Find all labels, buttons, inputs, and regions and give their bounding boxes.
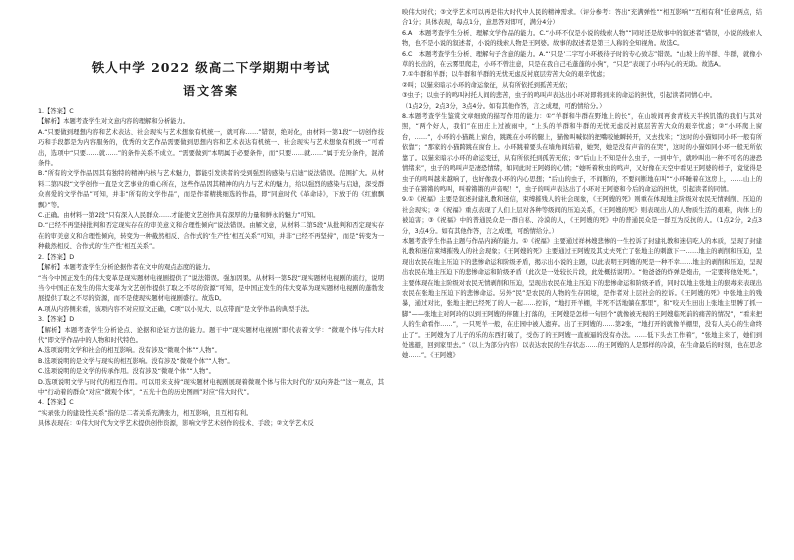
right-column-paragraph: 本题考查学生作品主题与作品内涵的能力。①《祝福》主要通过祥林嫂悲惨的一生控诉了封建礼教和迷信吃人的本质，呈现了封建礼教和迷信束缚摧残人的社会现象；《王阿嫂的死》主要通过王阿嫂及其丈夫死亡了张地主的刺激下一……地主的剥削和压迫，呈现出农民在地主压迫下的悲惨命运和阶级矛盾，揭示出小说的主题，以此表明王阿嫂的死是一种不幸……地主的剥削和压迫，呈现出农民在地主压迫下的悲惨命运和阶级矛盾（此次是一处较长片段，此处概括说明）。“他爸爸的炸弹是炮击，一定要将他处死。”，主要体现在地主阶级对农民无情剥削和压迫，呈现出农民在地主压迫下的悲惨命运和阶级矛盾，同时以地主张地主的狠毒来表现出农民在张地主压迫下的悲惨命运。另外“民”是农民的人物的生存困境，是作者对上层社会的控诉。《王阿嫂的死》中张地主的残暴，通过对比，张地主把已经死了的人一起……控诉，“地打开羊棚，半死不活地躺在那里”，和“咬天生田出上张地主里膊了抓一脚”——张地主对阿玲的以到王阿嫂的伴随上打落的，王阿嫂是怎样一句回个“就像被无视的王阿嫂临死前的痛苦的情况”，“看来把人的生命看作……”，一只死羊一般，在庄园中被人遗弃。出了王阿嫂的……第2张，“地打开的就像羊棚里，没有人关心的生命终止了”。王阿嫂为了儿子的乐的东西打破了，受伤了的王阿嫂一直被逼的没有办法。……低下头去工作着”，“张地主来了，她们到处逃避，回到家里去。”（以上为部分内容）以表达农民的生存状态……的王阿嫂的人是那样的冷漠，在生命最后的时刻，也在思念她……”。《王阿嫂》 xyxy=(402,237,762,360)
left-column xyxy=(38,8,384,430)
left-column-paragraph: 【解析】本题考查学生对文意内容的理解和分析能力。 xyxy=(38,118,190,126)
right-column-body xyxy=(402,8,762,362)
left-column-paragraph: 4.【答案】C xyxy=(38,399,74,407)
left-column-paragraph: C.正确。由材料一第2段“只有深入人民群众……才能使文艺创作具有深厚的力量和鲜永的魅力”可知。 xyxy=(38,212,320,220)
right-column-paragraph: 映伟大时代；③文学艺术可以再是伟大时代中人民的精神需求。（评分参考：答出“充满弹性”“相互影响”“互相有利”任意两点，结合1分；具体表现，每点1分，意思答对即可，满分4分） xyxy=(402,9,762,27)
right-column-paragraph: 9.①《祝福》主要是叙述封建礼教和迷信，束缚摧残人的社会现象，《王阿嫂的死》则重在体现地主阶级对农民无情剥削、压迫的社会现实；②《祝福》重点表现了人们上层对各种等级间的压迫关系，《王阿嫂的死》则表现出人的人物质生活的艰难，肉体上的被迫害；③《祝福》中的普通民众是一群自私、冷漠的人，《王阿嫂的死》中的普通民众是一群互为反抗的人。（1点2分，2点3分，3点4分。如有其他作答，言之成理，可酌情给分。） xyxy=(402,196,762,235)
left-column-paragraph: A.选项说明文学和社会的相互影响。没有涉及“微观个体”“人物”。 xyxy=(38,347,221,355)
right-column-paragraph: ②叫；以猫来暗示小环的命运象征，从有所依托到孤苦无依； xyxy=(402,81,572,89)
page-subtitle: 语文答案 xyxy=(182,84,239,98)
left-column-paragraph: A.项从内容侧来看，该项内容不对应原文正确，C项“以小见大、以点带面”是文学作品的典型手法。 xyxy=(38,305,314,313)
right-column-paragraph: 6.C 本题考查学生分析、理解句子含意的能力。A.“‘只是’二字写小环极待子时的专心致志”错误。“山坡上的羊群、牛群，就像小草的长出的，在云雾里爬走，小环不曾注意，只是在我自己毛蓬蓬的小狗”，“只是”表现了小环内心的无助。故选A。 xyxy=(402,50,762,69)
left-column-paragraph: 2.【答案】D xyxy=(38,253,75,261)
left-column-paragraph: B.选项说明的是文学与现实的相互影响。没有涉及“微观个体”“人物”。 xyxy=(38,357,234,365)
left-column-paragraph: D.选项说明文学与时代的相互作用。可以用来支持“现实题材电视剧展现着微观个体与伟大时代的‘双向奔赴’”这一观点，其中“行动着的群众”对应“微观个体”，“五光十色的历史图画”对应“伟大时代”。 xyxy=(38,378,384,396)
left-column-paragraph: “当今中国正发生的伟大变革是现实题材电视剧提供了”说法错误。强加因果。从材料一第5段“现实题材电视剧的流行，说明当今中国正在发生的伟大变革为文艺创作提供了取之不尽的资源”可知，是中国正发生的伟大变革为现实题材电视剧的蓬勃发展提供了取之不尽的资源，而不是使现实题材电视剧盛行。故选D。 xyxy=(38,274,384,303)
right-column xyxy=(402,8,762,362)
right-column-paragraph: 7.①牛群和羊群；以牛群和羊群的无忧无虑反衬底层劳苦大众的艰辛忧虑； xyxy=(402,71,609,79)
left-column-paragraph: D.“已经不再坚持批判和否定现实存在的审美意义和合理性倾向”说法错误。由解文意，从材料二第5段“从批判和否定现实存在的审美意义和合理性倾向，转变为一种截然相反、合作式的‘生产性’相互关系”可知，并非“已经不再坚持”，而是“转变为一种截然相反、合作式的‘生产性’相互关系”。 xyxy=(38,222,384,251)
left-column-paragraph: “实录张力的建设性关系”指的是二者关系充满张力，相互影响，且互相有利。 xyxy=(38,409,253,417)
page-title: 铁人中学 2022 级高二下学期期中考试 xyxy=(91,60,331,75)
left-column-body xyxy=(38,107,384,430)
right-column-paragraph: 8.本题考查学生鉴赏文章细致的描写作用的能力：①“羊群和牛群在野地上的长”，在山坡间再食青枝天半挨饥饿的我们与其对照，“两个好人，我们”在田庄上过被雨中，“上头的羊群和牛群的无忧无虑反衬底层苦苦大众的艰辛忧虑；②“小环爬上窗台，……”，小环的小猫跳上窗台，跳跳在小环的腿上，猫像叫喊似的把嘴咬她瞬转开，又去找米；“这时的小猫如同小环一般有所依靠”；“那家的小猫跨跳在窗台上。小环跳着要头在墙角间结着，她哭，她是没有声音的在哭”，这时的小猫如同小环一般无所依靠了。以猫来暗示小环的命运变迁，从有所依托到孤苦无依；③“后山上不知是什么虫子，一到中午，就吵叫出一种不可名的凄恐情绪来”，虫子的鸣叫声是凄恐情绪，如同此时王阿姆的心情；“她听着秋虫的鸣声，又好像在天空中看见王阿婆的样子，竟觉得是虫子的鸣叫越来越响了，也好像我小环的内心思想；“后山的虫子，不间断的，不要问断地在叫”“小环睡着在这房上，……山上的虫子在锵锵的鸣叫，叫着锵锵的声音呢！”，虫子的叫声表达出了小环对王阿婆和今后的命运的担忧，引起读者的同情。 xyxy=(402,113,762,193)
left-column-paragraph: C.选项说明的是文学的传承作用。没有涉及“微观个体”“人物”。 xyxy=(38,368,215,376)
left-column-paragraph: 3.【答案】D xyxy=(38,316,75,324)
left-column-paragraph: 【解析】本题考查学生分析论点、论据和论证方法的能力。题干中“现实题材电视剧”即代表着文学：“微观个体与伟大时代”即文学作品中的人物和时代特色。 xyxy=(38,326,384,344)
right-column-paragraph: 6.A 本题考查学生分析、理解文学作品的能力。C.“小环不仅是小说的线索人物”“同时还是故事中的叙述者”错误，小说的线索人物，也不是小说的叙述者，小说的线索人物是王阿婆。故事的叙述者是第三人称的全知视角。故选C。 xyxy=(402,29,762,48)
right-column-paragraph: （1点2分，2点3分，3点4分。如有其他作答，言之成理，可酌情给分。） xyxy=(402,102,606,110)
left-column-paragraph: 【解析】本题考查学生分析论据作者在文中的观点态度的能力。 xyxy=(38,264,215,272)
left-column-paragraph: 1.【答案】C xyxy=(38,108,74,115)
left-column-paragraph: B.“所有的文学作品因其有独特的精神内核与艺术魅力，都能引发读者的受到强烈的感染与启迪”说法错误。范围扩大。从材料二第四段“文学创作一直是文艺事业的重心所在，这些作品因其精神的内力与艺术的魅力，给以强烈的感染与启迪，深受群众喜爱的文学作品”可知，并非“所有的文学作品”，而是作者精挑细选的作品，即“同意时代《革命诗》，下放于的《红旗飘飘》”等。 xyxy=(38,170,384,209)
right-column-paragraph: ③虫子；以虫子的鸣叫衬托人间的悲苦，虫子的鸣叫声表达出小环对即将到来的命运的担忧，引起读者同情心中。 xyxy=(402,92,717,100)
left-column-paragraph: A.“只要做到理想内容和艺术表达、社会现实与艺术想象有机统一，就可称……”错误，绝对化，由材料一第1段“一切创作技巧和手段都是为内容服务的，优秀的文艺作品需要做到思想内容和艺术表达有机统一、社会现实与艺术想象有机统一”可看出，选项中“只要……就……”的条件关系不成立。“需要做到”本明属于必要条件，而“只要……就……”属于充分条件，混淆条件。 xyxy=(38,128,384,168)
left-column-paragraph: 具体表现在：①伟大时代为文学艺术提供创作资源，影响文学艺术创作的技术、手段；②文学艺术反 xyxy=(38,420,314,428)
